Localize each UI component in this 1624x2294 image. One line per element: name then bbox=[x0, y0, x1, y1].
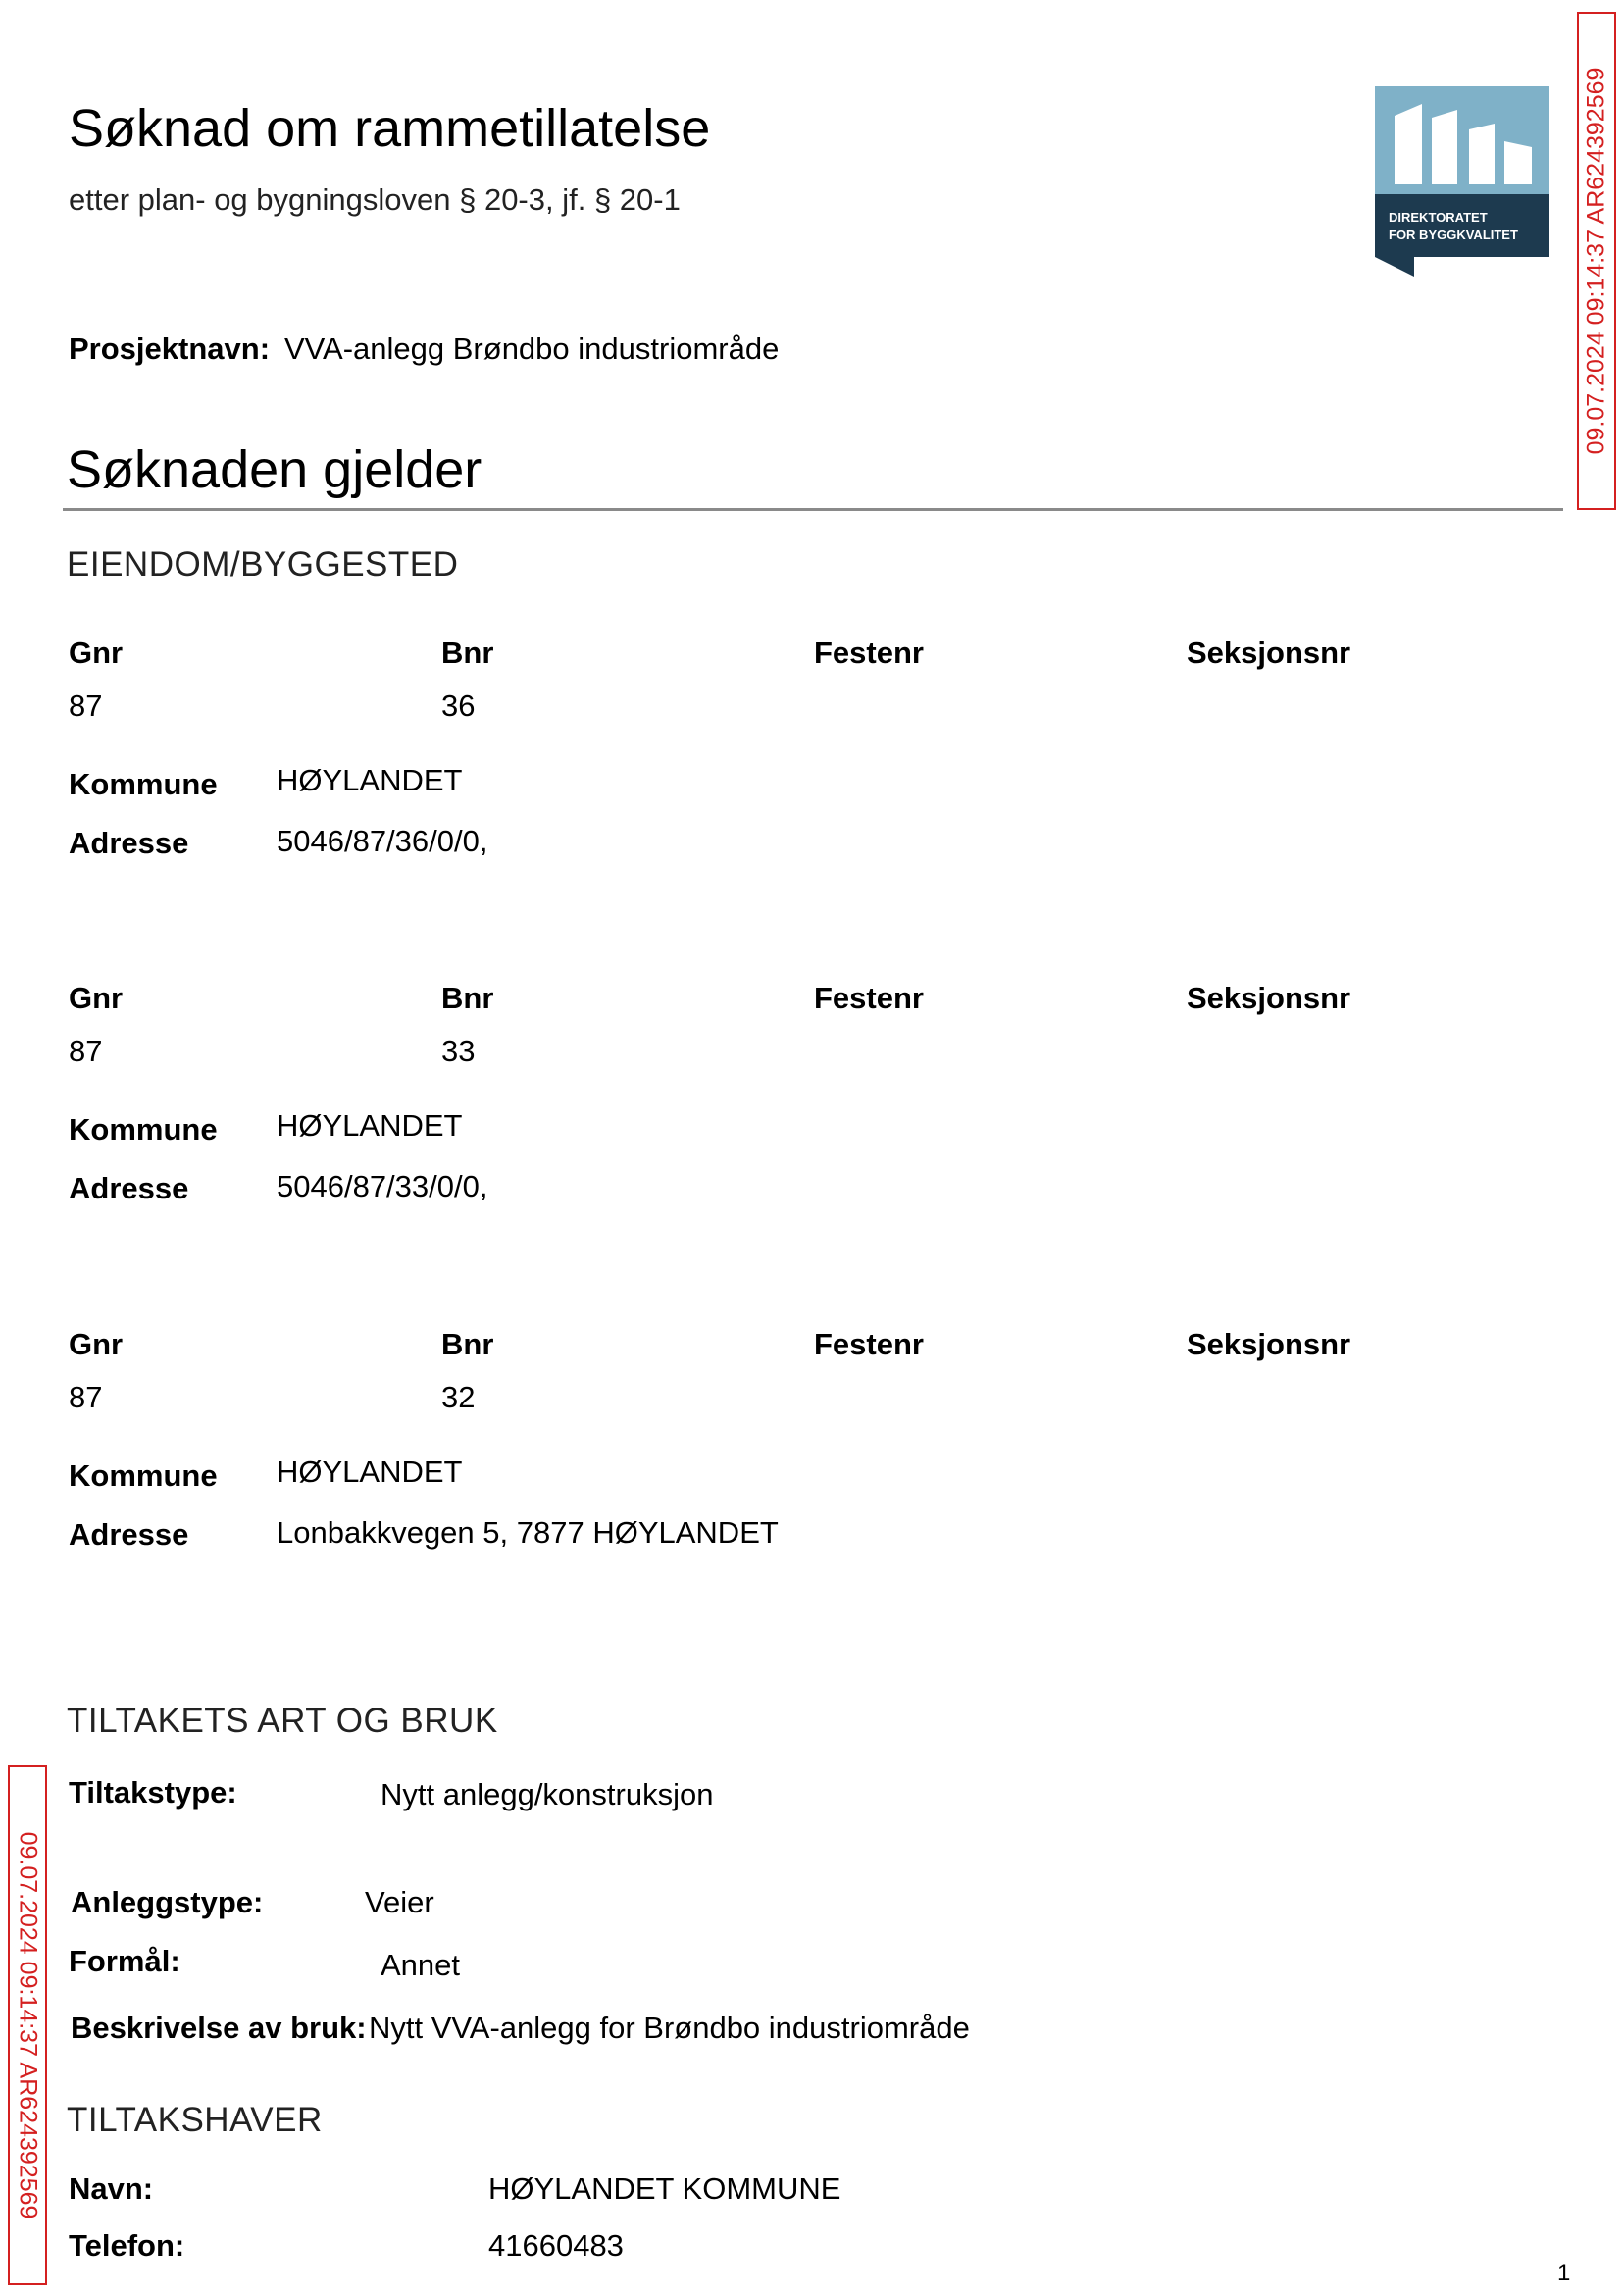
kommune-label: Kommune bbox=[69, 1112, 218, 1147]
tiltakstype-label: Tiltakstype: bbox=[69, 1775, 237, 1810]
tiltakshaver-heading: TILTAKSHAVER bbox=[67, 2101, 323, 2139]
gnr-value: 87 bbox=[69, 1034, 103, 1068]
tiltakstype-value: Nytt anlegg/konstruksjon bbox=[381, 1777, 714, 1811]
bnr-label: Bnr bbox=[441, 1327, 494, 1361]
seksjonsnr-label: Seksjonsnr bbox=[1187, 1327, 1351, 1361]
festenr-label: Festenr bbox=[814, 636, 924, 670]
document-stamp-right bbox=[1577, 12, 1616, 510]
kommune-value: HØYLANDET bbox=[277, 1454, 463, 1489]
property-heading: EIENDOM/BYGGESTED bbox=[67, 545, 459, 584]
bnr-value: 36 bbox=[441, 688, 476, 723]
adresse-value: Lonbakkvegen 5, 7877 HØYLANDET bbox=[277, 1515, 779, 1550]
logo-text-line1: DIREKTORATET bbox=[1389, 210, 1488, 225]
bnr-label: Bnr bbox=[441, 981, 494, 1015]
kommune-label: Kommune bbox=[69, 1458, 218, 1493]
gnr-label: Gnr bbox=[69, 1327, 124, 1361]
telefon-label: Telefon: bbox=[69, 2228, 185, 2263]
kommune-value: HØYLANDET bbox=[277, 763, 463, 797]
document-title: Søknad om rammetillatelse bbox=[69, 99, 711, 158]
formal-value: Annet bbox=[381, 1948, 461, 1982]
project-label: Prosjektnavn: bbox=[69, 331, 271, 366]
festenr-label: Festenr bbox=[814, 1327, 924, 1361]
adresse-value: 5046/87/33/0/0, bbox=[277, 1169, 488, 1203]
beskrivelse-value: Nytt VVA-anlegg for Brøndbo industriområde bbox=[369, 2011, 970, 2045]
bnr-value: 33 bbox=[441, 1034, 476, 1068]
bnr-value: 32 bbox=[441, 1380, 476, 1414]
gnr-label: Gnr bbox=[69, 636, 124, 670]
seksjonsnr-label: Seksjonsnr bbox=[1187, 636, 1351, 670]
project-value: VVA-anlegg Brøndbo industriområde bbox=[284, 331, 780, 366]
formal-label: Formål: bbox=[69, 1944, 180, 1978]
document-stamp-left bbox=[8, 1765, 47, 2285]
stamp-text: 09.07.2024 09:14:37 AR624392569 bbox=[1582, 67, 1610, 455]
adresse-value: 5046/87/36/0/0, bbox=[277, 824, 488, 858]
anleggstype-label: Anleggstype: bbox=[71, 1885, 264, 1919]
dibk-logo-graphic bbox=[1375, 86, 1549, 277]
dibk-logo bbox=[1375, 86, 1549, 277]
kommune-value: HØYLANDET bbox=[277, 1108, 463, 1143]
telefon-value: 41660483 bbox=[488, 2228, 624, 2263]
logo-text-line2: FOR BYGGKVALITET bbox=[1389, 228, 1518, 242]
page-number: 1 bbox=[1557, 2260, 1571, 2286]
kommune-label: Kommune bbox=[69, 767, 218, 801]
tiltak-heading: TILTAKETS ART OG BRUK bbox=[67, 1702, 498, 1740]
navn-value: HØYLANDET KOMMUNE bbox=[488, 2171, 841, 2206]
bnr-label: Bnr bbox=[441, 636, 494, 670]
adresse-label: Adresse bbox=[69, 826, 189, 860]
adresse-label: Adresse bbox=[69, 1171, 189, 1205]
section-title: Søknaden gjelder bbox=[67, 440, 482, 499]
gnr-value: 87 bbox=[69, 688, 103, 723]
stamp-text: 09.07.2024 09:14:37 AR624392569 bbox=[14, 1831, 42, 2219]
gnr-value: 87 bbox=[69, 1380, 103, 1414]
festenr-label: Festenr bbox=[814, 981, 924, 1015]
document-subtitle: etter plan- og bygningsloven § 20-3, jf. § 20-1 bbox=[69, 182, 681, 217]
anleggstype-value: Veier bbox=[365, 1885, 434, 1919]
section-divider bbox=[63, 508, 1563, 511]
seksjonsnr-label: Seksjonsnr bbox=[1187, 981, 1351, 1015]
adresse-label: Adresse bbox=[69, 1517, 189, 1552]
beskrivelse-label: Beskrivelse av bruk: bbox=[71, 2011, 367, 2045]
navn-label: Navn: bbox=[69, 2171, 154, 2206]
gnr-label: Gnr bbox=[69, 981, 124, 1015]
